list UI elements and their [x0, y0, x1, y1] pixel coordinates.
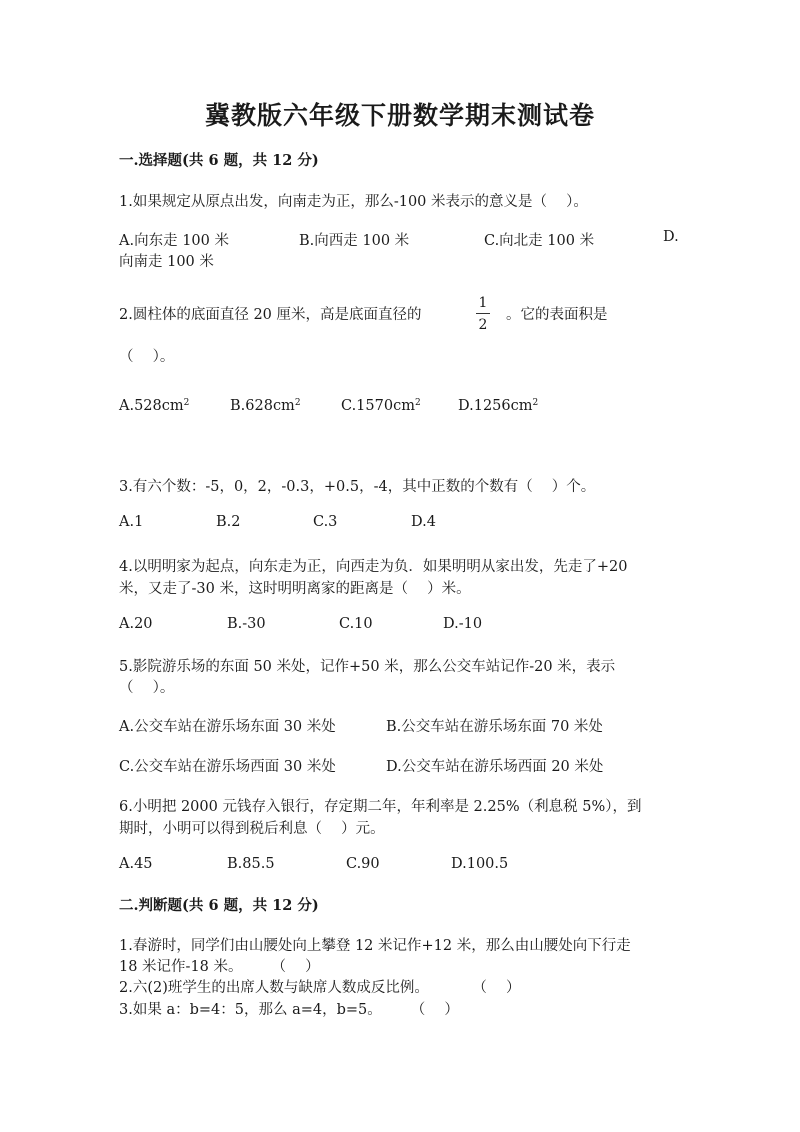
q2-option-c	[341, 398, 421, 414]
question-3-text: 3.有六个数：-5，0，2，-0.3，+0.5，-4，其中正数的个数有（ ）个。	[119, 479, 596, 495]
question-5-line-2: （ ）。	[119, 680, 175, 696]
question-5-line-1: 5.影院游乐场的东面 50 米处，记作+50 米，那么公交车站记作-20 米，表示	[119, 659, 616, 675]
q1-option-c: C.向北走 100 米	[484, 233, 595, 249]
q2-option-b-sup: 2	[294, 398, 301, 408]
q1-option-d: D.	[663, 229, 679, 245]
page-title: 冀教版六年级下册数学期末测试卷	[204, 101, 595, 130]
q2-option-c-text: C.1570cm	[341, 398, 415, 414]
question-2-text-after: 。它的表面积是	[506, 307, 608, 323]
q2-option-b	[230, 398, 301, 414]
q2-option-a-text: A.528cm	[119, 398, 184, 414]
question-4-line-2: 米，又走了-30 米，这时明明离家的距离是（ ）米。	[119, 581, 471, 597]
q4-option-a: A.20	[119, 616, 153, 632]
q6-option-c: C.90	[346, 856, 380, 872]
q2-option-a-sup: 2	[183, 398, 190, 408]
q5-option-a: A.公交车站在游乐场东面 30 米处	[119, 719, 336, 735]
q3-option-c: C.3	[313, 514, 338, 530]
judgment-2: 2.六(2)班学生的出席人数与缺席人数成反比例。 （ ）	[119, 980, 521, 996]
q2-option-c-sup: 2	[414, 398, 421, 408]
q5-option-d: D.公交车站在游乐场西面 20 米处	[386, 759, 604, 775]
judgment-1-line-2: 18 米记作-18 米。 （ ）	[119, 959, 320, 975]
q1-option-b: B.向西走 100 米	[299, 233, 410, 249]
q5-option-c: C.公交车站在游乐场西面 30 米处	[119, 759, 336, 775]
q6-option-d: D.100.5	[451, 856, 509, 872]
question-2-text-line2: （ ）。	[119, 349, 175, 365]
fraction-denominator: 2	[478, 317, 488, 333]
q1-option-a: A.向东走 100 米	[119, 233, 229, 249]
q1-option-d-continued: 向南走 100 米	[119, 254, 214, 270]
q6-option-a: A.45	[119, 856, 153, 872]
q3-option-b: B.2	[216, 514, 241, 530]
q2-option-b-text: B.628cm	[230, 398, 295, 414]
q2-option-d	[458, 398, 538, 414]
q2-option-d-text: D.1256cm	[458, 398, 533, 414]
q2-option-a	[119, 398, 189, 414]
q4-option-c: C.10	[339, 616, 373, 632]
q4-option-b: B.-30	[227, 616, 266, 632]
section-heading-choice: 一.选择题(共 6 题，共 12 分)	[119, 152, 319, 169]
question-2-text: 2.圆柱体的底面直径 20 厘米，高是底面直径的	[119, 307, 422, 323]
q3-option-d: D.4	[411, 514, 436, 530]
q6-option-b: B.85.5	[227, 856, 275, 872]
question-4-line-1: 4.以明明家为起点，向东走为正，向西走为负．如果明明从家出发，先走了+20	[119, 559, 628, 575]
section-heading-judgment: 二.判断题(共 6 题，共 12 分)	[119, 897, 319, 914]
q4-option-d: D.-10	[443, 616, 483, 632]
fraction-bar	[476, 313, 490, 314]
q3-option-a: A.1	[119, 514, 144, 530]
fraction-numerator: 1	[478, 295, 488, 311]
q2-option-d-sup: 2	[532, 398, 539, 408]
question-6-line-2: 期时，小明可以得到税后利息（ ）元。	[119, 821, 385, 837]
q5-option-b: B.公交车站在游乐场东面 70 米处	[386, 719, 603, 735]
question-6-line-1: 6.小明把 2000 元钱存入银行，存定期二年，年利率是 2.25%（利息税 5%），到	[119, 799, 642, 815]
fraction-one-half	[476, 296, 490, 332]
question-1-text: 1.如果规定从原点出发，向南走为正，那么-100 米表示的意义是（ ）。	[119, 194, 588, 210]
judgment-3: 3.如果 a：b=4：5，那么 a=4，b=5。 （ ）	[119, 1002, 459, 1018]
judgment-1-line-1: 1.春游时，同学们由山腰处向上攀登 12 米记作+12 米，那么由山腰处向下行走	[119, 938, 631, 954]
